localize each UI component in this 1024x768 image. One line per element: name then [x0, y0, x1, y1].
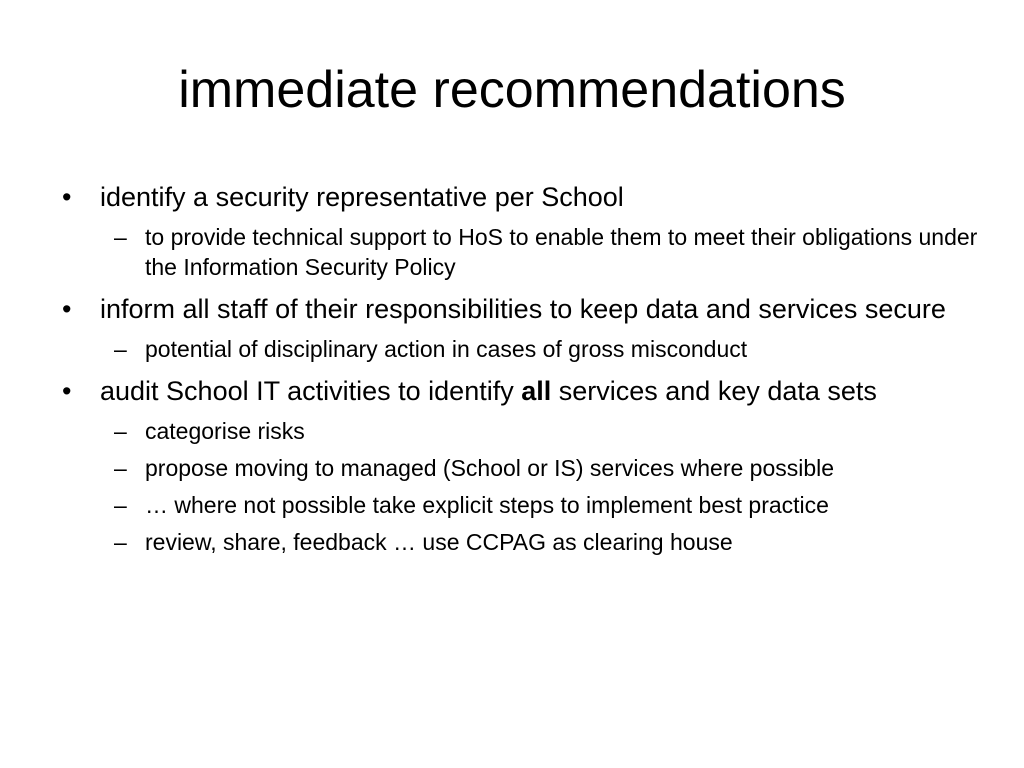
dash-marker: – [114, 455, 127, 481]
bullet-text-emphasis: all [521, 376, 552, 406]
bullet-item-3 [62, 374, 982, 409]
sub-item-text: potential of disciplinary action in cases of gross misconduct [145, 336, 748, 362]
sub-item [114, 222, 982, 282]
dash-marker: – [114, 418, 127, 444]
bullet-marker: • [62, 182, 72, 212]
bullet-text [100, 374, 982, 409]
bullet-text-end: services and key data sets [551, 376, 877, 406]
slide-title: immediate recommendations [178, 61, 846, 119]
dash-marker: – [114, 529, 127, 555]
sub-item-text: categorise risks [145, 418, 305, 444]
dash-marker: – [114, 336, 127, 362]
bullet-marker: • [62, 294, 72, 324]
dash-marker: – [114, 224, 127, 250]
bullet-item-2 [62, 292, 982, 327]
sub-item [114, 453, 982, 483]
dash-marker: – [114, 492, 127, 518]
bullet-list [62, 180, 982, 557]
sub-item-text: … where not possible take explicit steps to implement best practice [145, 492, 829, 518]
sub-item [114, 490, 982, 520]
bullet-item-1 [62, 180, 982, 215]
bullet-text-start: audit School IT activities to identify [100, 376, 522, 406]
sub-item [114, 416, 982, 446]
sub-item-text: propose moving to managed (School or IS) services where possible [145, 455, 835, 481]
sub-item [114, 527, 982, 557]
sub-item-text: to provide technical support to HoS to enable them to meet their obligations under the Information Security Policy [145, 224, 978, 280]
sub-item-text: review, share, feedback … use CCPAG as clearing house [145, 529, 733, 555]
bullet-text: identify a security representative per School [100, 182, 624, 212]
sub-item [114, 334, 982, 364]
bullet-text: inform all staff of their responsibilities to keep data and services secure [100, 294, 946, 324]
bullet-marker: • [62, 376, 72, 406]
